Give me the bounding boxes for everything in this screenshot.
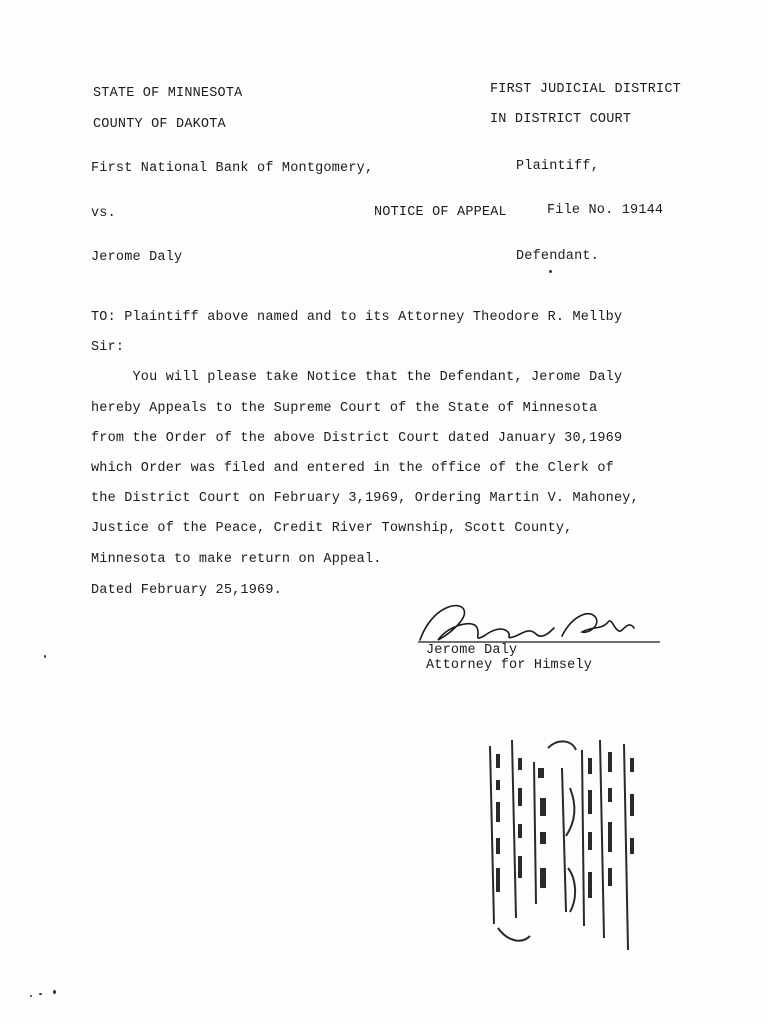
scan-speck bbox=[39, 993, 42, 995]
signer-name: Jerome Daly bbox=[426, 643, 518, 658]
district-heading: FIRST JUDICIAL DISTRICT bbox=[490, 82, 681, 97]
dated-line: Dated February 25,1969. bbox=[91, 583, 282, 598]
plaintiff-role: Plaintiff, bbox=[516, 159, 600, 174]
paragraph-line: You will please take Notice that the Defendant, Jerome Daly bbox=[91, 370, 623, 385]
paragraph-line: hereby Appeals to the Supreme Court of the State of Minnesota bbox=[91, 401, 598, 416]
paragraph-line: Justice of the Peace, Credit River Township, Scott County, bbox=[91, 521, 573, 536]
paragraph-line: Minnesota to make return on Appeal. bbox=[91, 552, 382, 567]
signer-title: Attorney for Himsely bbox=[426, 658, 593, 673]
paragraph-line: from the Order of the above District Court dated January 30,1969 bbox=[91, 431, 623, 446]
paragraph-line: which Order was filed and entered in the office of the Clerk of bbox=[91, 461, 614, 476]
scan-speck bbox=[549, 270, 552, 273]
state-heading: STATE OF MINNESOTA bbox=[93, 86, 243, 101]
court-heading: IN DISTRICT COURT bbox=[490, 112, 632, 127]
salutation: Sir: bbox=[91, 340, 125, 355]
county-heading: COUNTY OF DAKOTA bbox=[93, 117, 226, 132]
versus-label: vs. bbox=[91, 206, 116, 221]
scan-speck bbox=[44, 655, 46, 658]
plaintiff-name: First National Bank of Montgomery, bbox=[91, 161, 374, 176]
defendant-name: Jerome Daly bbox=[91, 250, 183, 265]
file-number: File No. 19144 bbox=[547, 203, 664, 218]
filing-stamp bbox=[478, 728, 654, 958]
paragraph-line: the District Court on February 3,1969, Ordering Martin V. Mahoney, bbox=[91, 491, 639, 506]
document-title: NOTICE OF APPEAL bbox=[374, 205, 507, 220]
defendant-role: Defendant. bbox=[516, 249, 600, 264]
scan-speck bbox=[53, 990, 56, 994]
scan-speck bbox=[30, 995, 32, 997]
address-line: TO: Plaintiff above named and to its Attorney Theodore R. Mellby bbox=[91, 310, 623, 325]
